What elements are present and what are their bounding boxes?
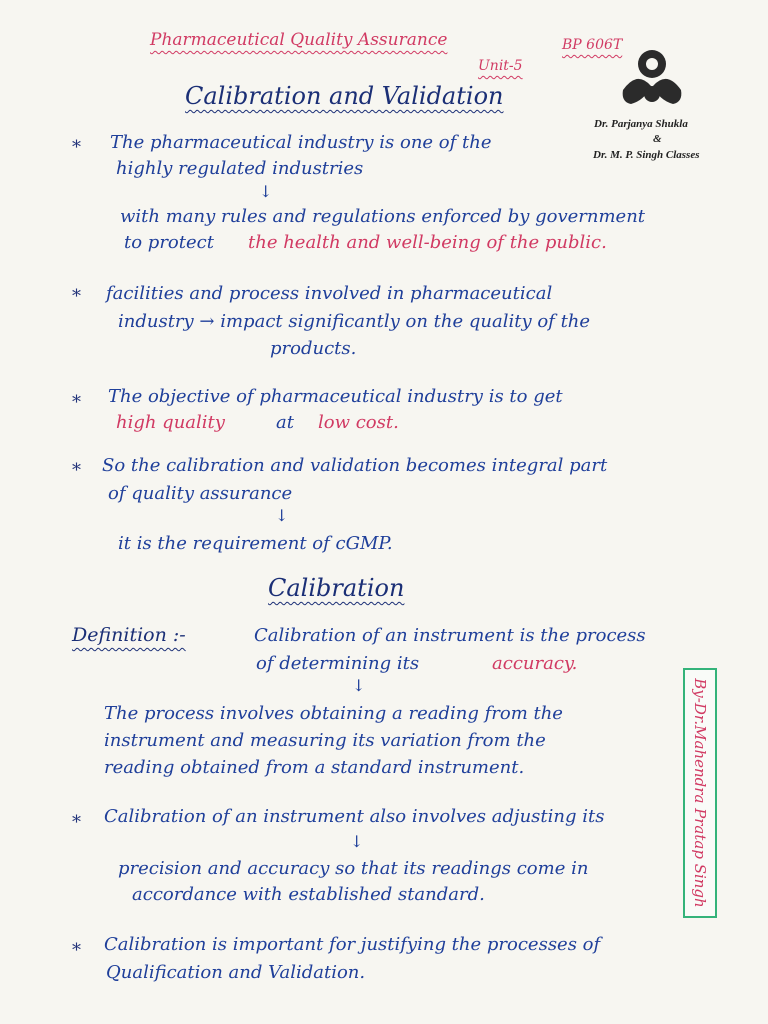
course-code: BP 606T xyxy=(562,37,623,53)
adjust-line1: Calibration of an instrument also involves adjusting its xyxy=(104,806,605,827)
definition-line1: Calibration of an instrument is the process xyxy=(254,625,646,646)
intro-p4-line3: it is the requirement of cGMP. xyxy=(118,533,393,554)
bullet-star: * xyxy=(72,286,81,307)
intro-p4-line1: So the calibration and validation becomes integral part xyxy=(102,455,608,476)
intro-p1-line4a: to protect xyxy=(124,232,214,253)
adjust-line2: precision and accuracy so that its readings come in xyxy=(118,858,589,879)
bullet-star: * xyxy=(72,940,81,961)
bullet-star: * xyxy=(72,137,81,158)
definition-accuracy: accuracy. xyxy=(492,653,578,674)
process-line1: The process involves obtaining a reading from the xyxy=(104,703,563,724)
intro-p3-at: at xyxy=(276,412,294,433)
intro-p1-line2: highly regulated industries xyxy=(116,158,364,179)
importance-line1: Calibration is important for justifying the processes of xyxy=(104,934,601,955)
signature-box xyxy=(683,668,717,918)
bullet-star: * xyxy=(72,460,81,481)
family-icon xyxy=(615,42,689,116)
definition-label: Definition :- xyxy=(72,624,186,646)
down-arrow: ↓ xyxy=(259,182,273,201)
process-line3: reading obtained from a standard instrument. xyxy=(104,757,525,778)
intro-p3-high-quality: high quality xyxy=(116,412,225,433)
intro-p1-line4b: the health and well-being of the public. xyxy=(248,232,607,253)
intro-p3-low-cost: low cost. xyxy=(318,412,399,433)
intro-p1-line1: The pharmaceutical industry is one of the xyxy=(110,132,492,153)
signature-text: By-Dr.Mahendra Pratap Singh xyxy=(691,678,709,908)
bullet-star: * xyxy=(72,812,81,833)
down-arrow: ↓ xyxy=(350,832,364,851)
author-name-2: Dr. M. P. Singh Classes xyxy=(593,149,700,161)
intro-p4-line2: of quality assurance xyxy=(108,483,293,504)
adjust-line3: accordance with established standard. xyxy=(132,884,485,905)
intro-p2-line2: industry → impact significantly on the quality of the xyxy=(118,311,591,332)
importance-line2: Qualification and Validation. xyxy=(106,962,366,983)
down-arrow: ↓ xyxy=(352,676,366,695)
course-title: Pharmaceutical Quality Assurance xyxy=(150,30,448,50)
author-ampersand: & xyxy=(653,133,662,145)
down-arrow: ↓ xyxy=(275,506,289,525)
unit-label: Unit-5 xyxy=(478,58,523,74)
intro-p1-line3: with many rules and regulations enforced by government xyxy=(120,206,646,227)
page-title: Calibration and Validation xyxy=(185,82,504,110)
section-heading-calibration: Calibration xyxy=(268,574,405,602)
bullet-star: * xyxy=(72,392,81,413)
author-name-1: Dr. Parjanya Shukla xyxy=(594,118,688,130)
definition-line2a: of determining its xyxy=(256,653,420,674)
intro-p3-line1: The objective of pharmaceutical industry is to get xyxy=(108,386,563,407)
intro-p2-line1: facilities and process involved in pharmaceutical xyxy=(106,283,553,304)
intro-p2-line3: products. xyxy=(270,338,357,359)
process-line2: instrument and measuring its variation from the xyxy=(104,730,546,751)
